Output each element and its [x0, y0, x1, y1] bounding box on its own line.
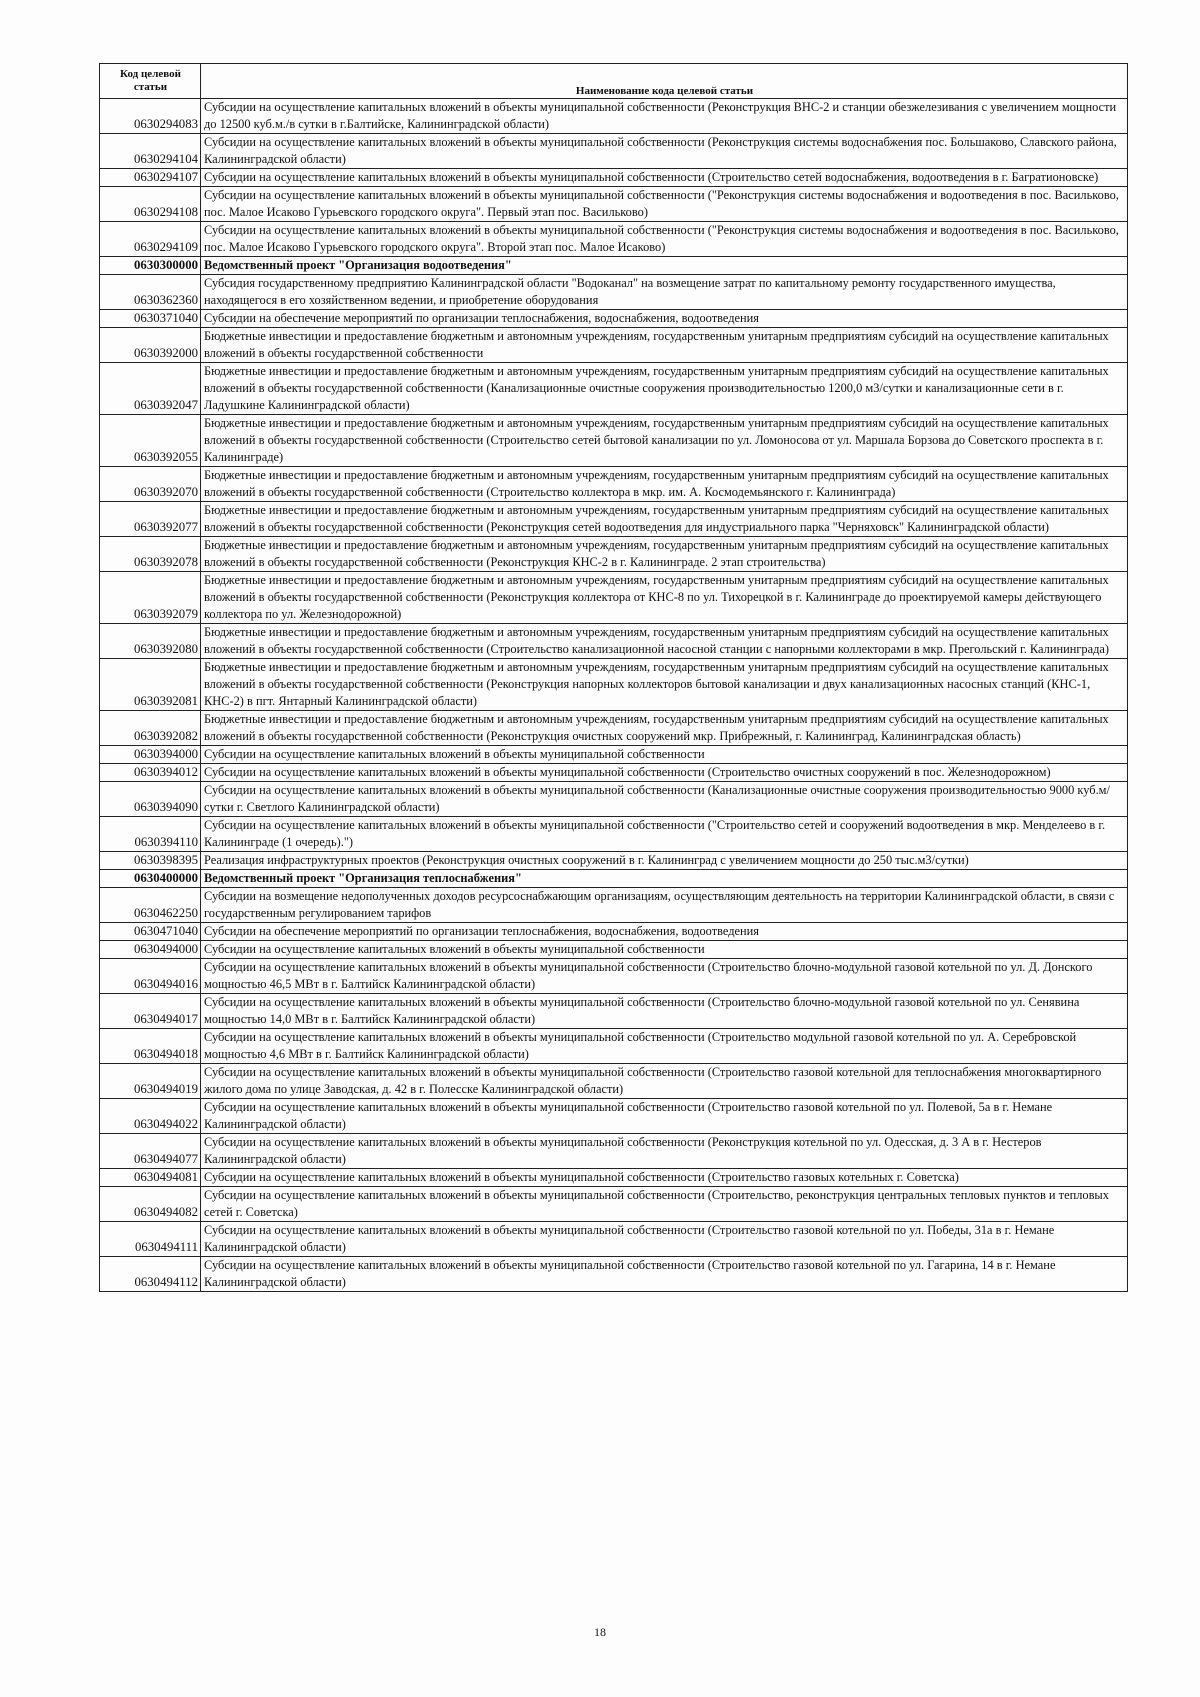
- row-code: 0630462250: [100, 888, 201, 923]
- row-code: 0630294083: [100, 99, 201, 134]
- row-name: Субсидии на осуществление капитальных вложений в объекты муниципальной собственности (Строительство очистных сооружений в пос. Железнодорожном): [201, 764, 1128, 782]
- table-row: [100, 994, 1128, 1029]
- table-row: [100, 1187, 1128, 1222]
- row-name: Реализация инфраструктурных проектов (Реконструкция очистных сооружений в г. Калининград с увеличением мощности до 250 тыс.м3/сутки): [201, 852, 1128, 870]
- table-row: [100, 1257, 1128, 1292]
- row-name: Субсидии на осуществление капитальных вложений в объекты муниципальной собственности (Реконструкция системы водоснабжения пос. Большаково, Славского района, Калининградской области): [201, 134, 1128, 169]
- page-number: 18: [594, 1625, 606, 1639]
- table-row: [100, 1064, 1128, 1099]
- row-code: 0630362360: [100, 275, 201, 310]
- row-code: 0630494000: [100, 941, 201, 959]
- row-name: Бюджетные инвестиции и предоставление бюджетным и автономным учреждениям, государственным унитарным предприятиям субсидий на осуществление капитальных вложений в объекты государственной собственности (Строительство коллектора в мкр. им. А. Космодемьянского г. Калининграда): [201, 467, 1128, 502]
- table-row: [100, 817, 1128, 852]
- row-name: Бюджетные инвестиции и предоставление бюджетным и автономным учреждениям, государственным унитарным предприятиям субсидий на осуществление капитальных вложений в объекты государственной собственности (Реконструкция КНС-2 в г. Калининграде. 2 этап строительства): [201, 537, 1128, 572]
- table-row: [100, 941, 1128, 959]
- row-name: Субсидии на обеспечение мероприятий по организации теплоснабжения, водоснабжения, водоотведения: [201, 310, 1128, 328]
- row-code: 0630392081: [100, 659, 201, 711]
- table-row: [100, 659, 1128, 711]
- row-name: Субсидии на осуществление капитальных вложений в объекты муниципальной собственности (Строительство блочно-модульной газовой котельной по ул. Д. Донского мощностью 46,5 МВт в г. Балтийск Калининградской области): [201, 959, 1128, 994]
- row-code: 0630294104: [100, 134, 201, 169]
- row-name: Бюджетные инвестиции и предоставление бюджетным и автономным учреждениям, государственным унитарным предприятиям субсидий на осуществление капитальных вложений в объекты государственной собственности (Строительство сетей бытовой канализации по ул. Ломоносова от ул. Маршала Борзова до Советского проспекта в г. Калининграде): [201, 415, 1128, 467]
- row-code: 0630294108: [100, 187, 201, 222]
- row-code: 0630392055: [100, 415, 201, 467]
- row-code: 0630392047: [100, 363, 201, 415]
- table-row: [100, 764, 1128, 782]
- table-row: [100, 782, 1128, 817]
- table-row: [100, 363, 1128, 415]
- table-row: [100, 99, 1128, 134]
- table-row: [100, 134, 1128, 169]
- row-name: Субсидии на осуществление капитальных вложений в объекты муниципальной собственности (Строительство газовой котельной по ул. Гагарина, 14 в г. Немане Калининградской области): [201, 1257, 1128, 1292]
- section-row: [100, 257, 1128, 275]
- row-code: 0630392080: [100, 624, 201, 659]
- table-row: [100, 502, 1128, 537]
- row-name: Субсидии на осуществление капитальных вложений в объекты муниципальной собственности ("Реконструкция системы водоснабжения и водоотведения в пос. Васильково, пос. Малое Исаково Гурьевского городского округа". Второй этап пос. Малое Исаково): [201, 222, 1128, 257]
- row-name: Субсидии на осуществление капитальных вложений в объекты муниципальной собственности ("Реконструкция системы водоснабжения и водоотведения в пос. Васильково, пос. Малое Исаково Гурьевского городского округа". Первый этап пос. Васильково): [201, 187, 1128, 222]
- row-code: 0630494111: [100, 1222, 201, 1257]
- row-name: Бюджетные инвестиции и предоставление бюджетным и автономным учреждениям, государственным унитарным предприятиям субсидий на осуществление капитальных вложений в объекты государственной собственности (Реконструкция очистных сооружений мкр. Прибрежный, г. Калининград, Калининградская область): [201, 711, 1128, 746]
- row-name: Субсидия государственному предприятию Калининградской области "Водоканал" на возмещение затрат по капитальному ремонту государственного имущества, находящегося в его хозяйственном ведении, и приобретение оборудования: [201, 275, 1128, 310]
- row-name: Бюджетные инвестиции и предоставление бюджетным и автономным учреждениям, государственным унитарным предприятиям субсидий на осуществление капитальных вложений в объекты государственной собственности (Реконструкция напорных коллекторов бытовой канализации и двух канализационных насосных станций (КНС-1, КНС-2) в пгт. Янтарный Калининградской области): [201, 659, 1128, 711]
- row-name: Субсидии на осуществление капитальных вложений в объекты муниципальной собственности ("Строительство сетей и сооружений водоотведения в мкр. Менделеево в г. Калининграде (1 очередь)."): [201, 817, 1128, 852]
- table-row: [100, 187, 1128, 222]
- row-code: 0630494018: [100, 1029, 201, 1064]
- row-name: Субсидии на осуществление капитальных вложений в объекты муниципальной собственности (Канализационные очистные сооружения производительностью 9000 куб.м/сутки г. Светлого Калининградской области): [201, 782, 1128, 817]
- table-row: [100, 1099, 1128, 1134]
- table-row: [100, 624, 1128, 659]
- row-code: 0630400000: [100, 870, 201, 888]
- header-name: Наименование кода целевой статьи: [201, 64, 1128, 99]
- table-body: [100, 99, 1128, 1292]
- table-row: [100, 852, 1128, 870]
- row-name: Субсидии на осуществление капитальных вложений в объекты муниципальной собственности: [201, 746, 1128, 764]
- row-name: Бюджетные инвестиции и предоставление бюджетным и автономным учреждениям, государственным унитарным предприятиям субсидий на осуществление капитальных вложений в объекты государственной собственности: [201, 328, 1128, 363]
- table-row: [100, 222, 1128, 257]
- header-code: Код целевой статьи: [100, 64, 201, 99]
- row-name: Ведомственный проект "Организация теплоснабжения": [201, 870, 1128, 888]
- row-code: 0630392070: [100, 467, 201, 502]
- table-row: [100, 310, 1128, 328]
- row-name: Ведомственный проект "Организация водоотведения": [201, 257, 1128, 275]
- table-row: [100, 1134, 1128, 1169]
- row-name: Бюджетные инвестиции и предоставление бюджетным и автономным учреждениям, государственным унитарным предприятиям субсидий на осуществление капитальных вложений в объекты государственной собственности (Строительство канализационной насосной станции с напорными коллекторами в мкр. Прегольский г. Калининграда): [201, 624, 1128, 659]
- row-code: 0630392000: [100, 328, 201, 363]
- row-code: 0630494016: [100, 959, 201, 994]
- row-code: 0630392082: [100, 711, 201, 746]
- table-header-row: [100, 64, 1128, 99]
- row-code: 0630398395: [100, 852, 201, 870]
- row-name: Субсидии на осуществление капитальных вложений в объекты муниципальной собственности (Строительство газовой котельной для теплоснабжения многоквартирного жилого дома по улице Заводская, д. 42 в г. Полесске Калининградской области): [201, 1064, 1128, 1099]
- row-code: 0630494082: [100, 1187, 201, 1222]
- row-code: 0630371040: [100, 310, 201, 328]
- row-code: 0630392077: [100, 502, 201, 537]
- row-code: 0630494019: [100, 1064, 201, 1099]
- row-code: 0630394110: [100, 817, 201, 852]
- table-row: [100, 275, 1128, 310]
- table-row: [100, 746, 1128, 764]
- row-name: Бюджетные инвестиции и предоставление бюджетным и автономным учреждениям, государственным унитарным предприятиям субсидий на осуществление капитальных вложений в объекты государственной собственности (Реконструкция сетей водоотведения для индустриального парка "Черняховск" Калининградской области): [201, 502, 1128, 537]
- table-row: [100, 572, 1128, 624]
- table-row: [100, 711, 1128, 746]
- row-code: 0630394000: [100, 746, 201, 764]
- table-row: [100, 923, 1128, 941]
- row-code: 0630392078: [100, 537, 201, 572]
- row-name: Субсидии на осуществление капитальных вложений в объекты муниципальной собственности: [201, 941, 1128, 959]
- target-item-codes-table: [99, 63, 1128, 1292]
- row-code: 0630394012: [100, 764, 201, 782]
- row-code: 0630392079: [100, 572, 201, 624]
- row-name: Бюджетные инвестиции и предоставление бюджетным и автономным учреждениям, государственным унитарным предприятиям субсидий на осуществление капитальных вложений в объекты государственной собственности (Канализационные очистные сооружения производительностью 1200,0 м3/сутки и канализационные сети в г. Ладушкине Калининградской области): [201, 363, 1128, 415]
- row-code: 0630494017: [100, 994, 201, 1029]
- table-row: [100, 169, 1128, 187]
- table-row: [100, 415, 1128, 467]
- row-name: Субсидии на осуществление капитальных вложений в объекты муниципальной собственности (Строительство газовой котельной по ул. Победы, 31а в г. Немане Калининградской области): [201, 1222, 1128, 1257]
- table-row: [100, 1029, 1128, 1064]
- row-code: 0630494077: [100, 1134, 201, 1169]
- row-name: Субсидии на осуществление капитальных вложений в объекты муниципальной собственности (Строительство модульной газовой котельной по ул. А. Серебровской мощностью 4,6 МВт в г. Балтийск Калининградской области): [201, 1029, 1128, 1064]
- table-row: [100, 467, 1128, 502]
- row-name: Субсидии на осуществление капитальных вложений в объекты муниципальной собственности (Строительство сетей водоснабжения, водоотведения в г. Багратионовске): [201, 169, 1128, 187]
- row-name: Субсидии на осуществление капитальных вложений в объекты муниципальной собственности (Строительство, реконструкция центральных тепловых пунктов и тепловых сетей г. Советска): [201, 1187, 1128, 1222]
- row-name: Субсидии на осуществление капитальных вложений в объекты муниципальной собственности (Строительство газовых котельных г. Советска): [201, 1169, 1128, 1187]
- row-name: Субсидии на обеспечение мероприятий по организации теплоснабжения, водоснабжения, водоотведения: [201, 923, 1128, 941]
- row-code: 0630294107: [100, 169, 201, 187]
- row-code: 0630394090: [100, 782, 201, 817]
- row-name: Субсидии на возмещение недополученных доходов ресурсоснабжающим организациям, осуществляющим деятельность на территории Калининградской области, в связи с государственным регулированием тарифов: [201, 888, 1128, 923]
- row-code: 0630300000: [100, 257, 201, 275]
- table-row: [100, 959, 1128, 994]
- row-name: Субсидии на осуществление капитальных вложений в объекты муниципальной собственности (Реконструкция ВНС-2 и станции обезжелезивания с увеличением мощности до 12500 куб.м./в сутки в г.Балтийске, Калининградской области): [201, 99, 1128, 134]
- section-row: [100, 870, 1128, 888]
- row-name: Субсидии на осуществление капитальных вложений в объекты муниципальной собственности (Строительство блочно-модульной газовой котельной по ул. Сенявина мощностью 14,0 МВт в г. Балтийск Калининградской области): [201, 994, 1128, 1029]
- table-row: [100, 537, 1128, 572]
- row-code: 0630494022: [100, 1099, 201, 1134]
- table-row: [100, 1169, 1128, 1187]
- table-row: [100, 1222, 1128, 1257]
- row-code: 0630294109: [100, 222, 201, 257]
- row-name: Субсидии на осуществление капитальных вложений в объекты муниципальной собственности (Реконструкция котельной по ул. Одесская, д. 3 А в г. Нестеров Калининградской области): [201, 1134, 1128, 1169]
- row-code: 0630494081: [100, 1169, 201, 1187]
- row-code: 0630494112: [100, 1257, 201, 1292]
- table-row: [100, 888, 1128, 923]
- row-name: Субсидии на осуществление капитальных вложений в объекты муниципальной собственности (Строительство газовой котельной по ул. Полевой, 5а в г. Немане Калининградской области): [201, 1099, 1128, 1134]
- table-row: [100, 328, 1128, 363]
- row-code: 0630471040: [100, 923, 201, 941]
- row-name: Бюджетные инвестиции и предоставление бюджетным и автономным учреждениям, государственным унитарным предприятиям субсидий на осуществление капитальных вложений в объекты государственной собственности (Реконструкция коллектора от КНС-8 по ул. Тихорецкой в г. Калининграде до проектируемой камеры действующего коллектора по ул. Железнодорожной): [201, 572, 1128, 624]
